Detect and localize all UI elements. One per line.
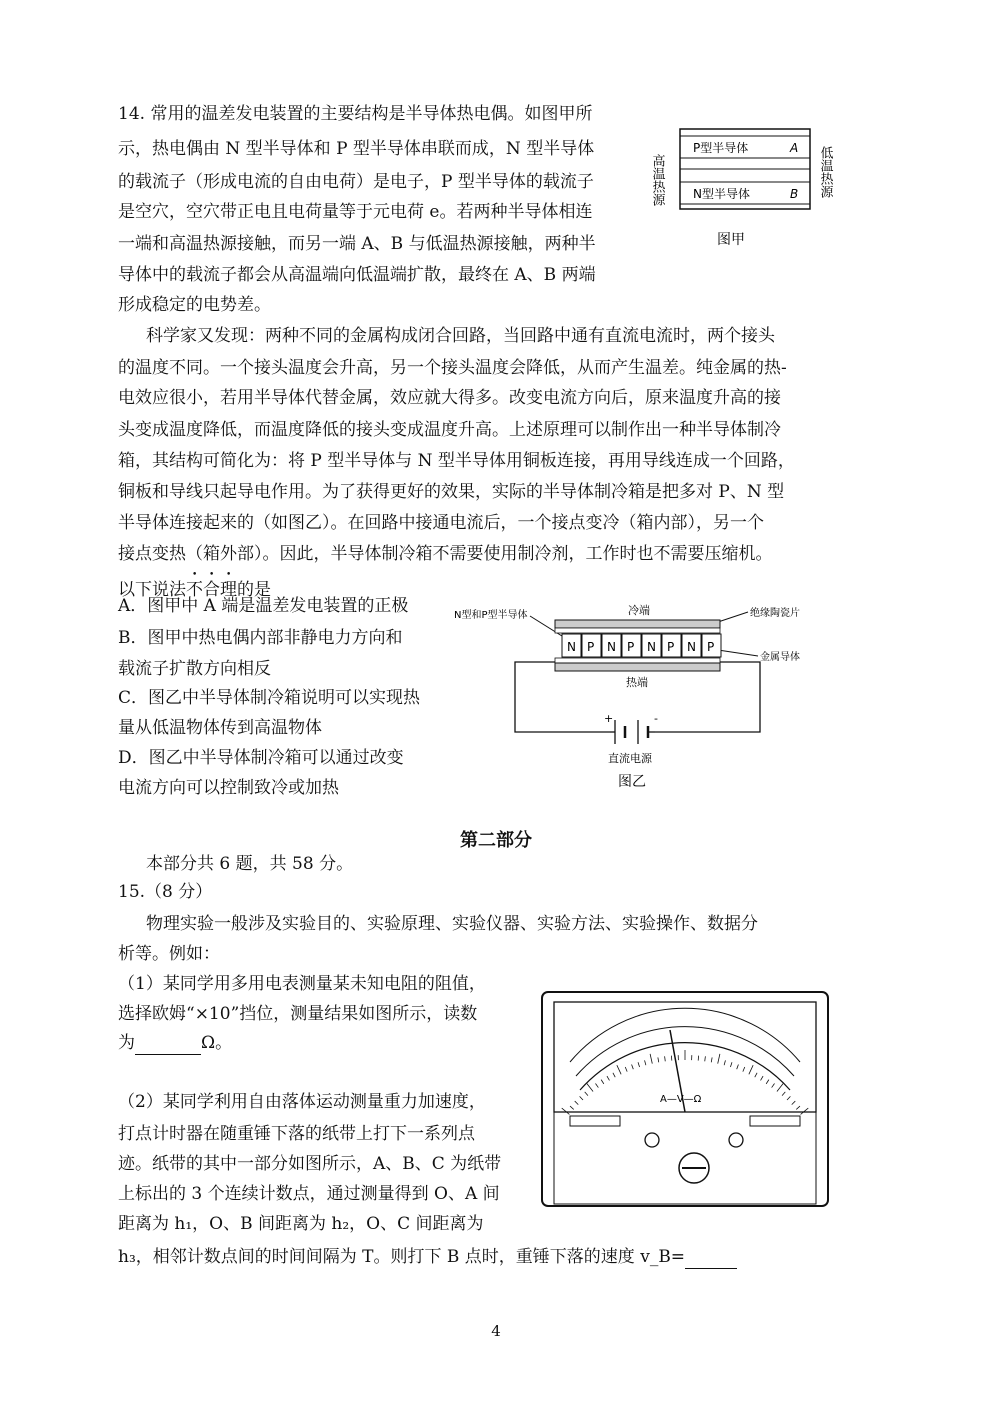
q14-line-2: 示，热电偶由 N 型半导体和 P 型半导体串联而成，N 型半导体 [118, 139, 595, 159]
q14-line-4: 是空穴，空穴带正电且电荷量等于元电荷 e。若两种半导体相连 [118, 202, 593, 222]
q15-s1-line-1: （1）某同学用多用电表测量某未知电阻的阻值， [118, 974, 486, 994]
fig-yi-hot-label: 热端 [626, 676, 648, 689]
fig-jia-n-label: N型半导体 [693, 187, 750, 201]
q14-para2-line-6: 铜板和导线只起导电作用。为了获得更好的效果，实际的半导体制冷箱是把多对 P、N 型 [118, 482, 785, 502]
fig-yi-cold-label: 冷端 [628, 604, 650, 617]
fig-jia-p-label: P型半导体 [693, 141, 749, 155]
fig-jia-left-label: 高温热源 [649, 154, 665, 206]
fig-jia-a-label: A [790, 141, 799, 155]
q14-para2-line-1: 科学家又发现：两种不同的金属构成闭合回路，当回路中通有直流电流时，两个接头 [146, 326, 775, 346]
figure-jia [645, 124, 845, 254]
fig-yi-cells [562, 634, 721, 657]
q14-option-c-cont: 量从低温物体传到高温物体 [118, 718, 322, 738]
fig-yi-cell-label: P [627, 640, 635, 654]
multimeter-figure [540, 990, 830, 1210]
q14-line-1: 14. 常用的温差发电装置的主要结构是半导体热电偶。如图甲所 [118, 104, 593, 124]
q14-option-d: D．图乙中半导体制冷箱可以通过改变 [118, 748, 404, 768]
q15-s1-line-2: 选择欧姆“×10”挡位，测量结果如图所示，读数 [118, 1004, 478, 1024]
q15-s2-line-4: 上标出的 3 个连续计数点，通过测量得到 O、A 间 [118, 1184, 500, 1204]
fig-jia-caption: 图甲 [717, 232, 745, 248]
q14-option-b-cont: 载流子扩散方向相反 [118, 659, 271, 679]
q15-intro-line-1: 物理实验一般涉及实验目的、实验原理、实验仪器、实验方法、实验操作、数据分 [146, 914, 758, 934]
q15-s2-line-2: 打点计时器在随重锤下落的纸带上打下一系列点 [118, 1124, 475, 1144]
fig-yi-np-label: N型和P型半导体 [454, 610, 528, 621]
fig-yi-cell-label: N [567, 640, 576, 654]
q14-line-3: 的载流子（形成电流的自由电荷）是电子，P 型半导体的载流子 [118, 172, 594, 192]
fig-yi-caption: 图乙 [618, 774, 646, 790]
q14-option-c: C．图乙中半导体制冷箱说明可以实现热 [118, 688, 421, 708]
part2-intro: 本部分共 6 题，共 58 分。 [146, 854, 354, 874]
q14-para2-line-2: 的温度不同。一个接头温度会升高，另一个接头温度会降低，从而产生温差。纯金属的热- [118, 358, 787, 378]
fig-yi-metal-label: 金属导体 [760, 652, 800, 663]
fig-yi-cell-label: P [667, 640, 675, 654]
page-number: 4 [491, 1322, 501, 1340]
fig-jia-right-label: 低温热源 [817, 146, 833, 198]
fig-yi-cell-label: P [707, 640, 715, 654]
q15-s1-unit: Ω。 [201, 1033, 233, 1053]
q14-question-pre: 以下说法 [118, 580, 186, 600]
q15-s2-line-6 [118, 1245, 737, 1269]
fig-yi-source-label: 直流电源 [608, 752, 652, 765]
q14-line-7: 形成稳定的电势差。 [118, 295, 271, 315]
q15-s2-last: h₃，相邻计数点间的时间间隔为 T。则打下 B 点时，重锤下落的速度 v_B= [118, 1247, 686, 1267]
fig-yi-cell-label: N [607, 640, 616, 654]
fig-yi-cell-label: P [587, 640, 595, 654]
q14-question-emph: 不合理 [186, 580, 237, 600]
q14-option-d-cont: 电流方向可以控制致冷或加热 [118, 778, 339, 798]
q14-option-a: A．图甲中 A 端是温差发电装置的正极 [118, 596, 409, 616]
q14-para2-line-5: 箱，其结构可简化为：将 P 型半导体与 N 型半导体用铜板连接，再用导线连成一个回路， [118, 451, 795, 471]
q15-s2-line-5: 距离为 h₁，O、B 间距离为 h₂，O、C 间距离为 [118, 1214, 484, 1234]
q15-s2-line-1: （2）某同学利用自由落体运动测量重力加速度， [118, 1092, 486, 1112]
q15-title: 15.（8 分） [118, 882, 213, 902]
q15-s1-line-3 [118, 1031, 232, 1055]
part2-heading: 第二部分 [460, 830, 532, 851]
q14-para2-line-8: 接点变热（箱外部）。因此，半导体制冷箱不需要使用制冷剂，工作时也不需要压缩机。 [118, 544, 773, 564]
figure-yi [450, 600, 850, 800]
q15-s2-blank[interactable] [685, 1250, 737, 1269]
meter-label: A—V—Ω [660, 1094, 702, 1105]
q15-intro-line-2: 析等。例如： [118, 944, 220, 964]
fig-yi-minus: - [654, 712, 658, 725]
fig-yi-cell-label: N [647, 640, 656, 654]
fig-yi-cell-label: N [687, 640, 696, 654]
q15-s2-line-3: 迹。纸带的其中一部分如图所示，A、B、C 为纸带 [118, 1154, 502, 1174]
q15-s1-pre: 为 [118, 1033, 135, 1053]
q14-question-post: 的是 [237, 580, 271, 600]
fig-yi-ceramic-label: 绝缘陶瓷片 [750, 608, 800, 619]
fig-jia-b-label: B [790, 187, 799, 201]
fig-yi-plus: + [604, 712, 614, 725]
q14-line-6: 导体中的载流子都会从高温端向低温端扩散，最终在 A、B 两端 [118, 265, 596, 285]
q14-para2-line-7: 半导体连接起来的（如图乙）。在回路中接通电流后，一个接点变冷（箱内部），另一个 [118, 513, 764, 533]
q14-option-b: B．图甲中热电偶内部非静电力方向和 [118, 628, 403, 648]
q14-para2-line-4: 头变成温度降低，而温度降低的接头变成温度升高。上述原理可以制作出一种半导体制冷 [118, 420, 781, 440]
q14-para2-line-3: 电效应很小，若用半导体代替金属，效应就大得多。改变电流方向后，原来温度升高的接 [118, 388, 781, 408]
q15-s1-blank[interactable] [135, 1036, 201, 1055]
q14-line-5: 一端和高温热源接触，而另一端 A、B 与低温热源接触，两种半 [118, 234, 596, 254]
